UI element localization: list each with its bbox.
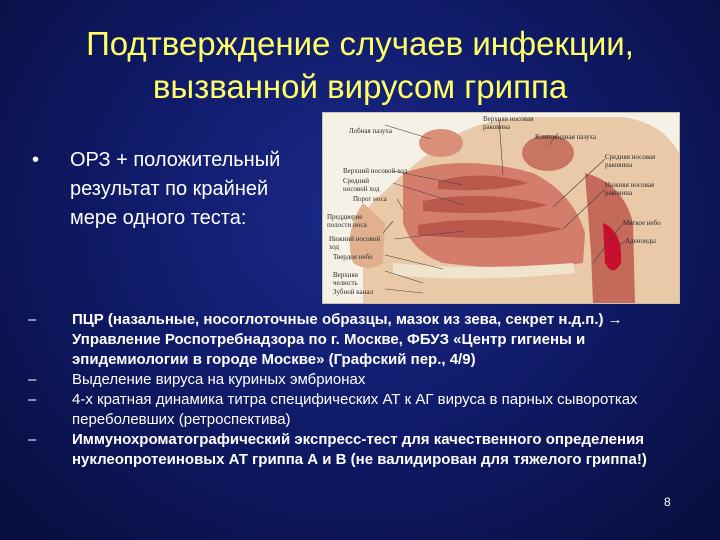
title-line-2: вызванной вирусом гриппа <box>152 68 568 105</box>
sub-bullet-list <box>22 310 692 470</box>
label-sphenoid-sinus: Клиновидная пазуха <box>535 133 597 141</box>
title-line-1: Подтверждение случаев инфекции, <box>86 25 634 62</box>
sub-item-embryo <box>22 370 692 390</box>
sub-item-pcr-text: ПЦР (назальные, носоглоточные образцы, мазок из зева, секрет н.д.п.) → Управление Роспотребнадзора по г. Москве, ФБУЗ «Центр гигиены и эпидемиологии в городе Москве» (Графский пер., 4/9) <box>72 311 623 368</box>
label-tooth-canal: Зубной канал <box>333 288 374 296</box>
slide-title <box>20 22 700 108</box>
label-upper-nasal-shell: Верхняя носовая раковина <box>483 115 534 131</box>
page-number: 8 <box>664 495 671 509</box>
label-upper-passage: Верхний носовой ход <box>343 167 408 175</box>
label-lower-shell: Нижняя носовая раковина <box>605 181 655 197</box>
main-bullet <box>32 146 302 233</box>
sub-item-pcr <box>22 310 692 370</box>
sub-item-titer-text: 4-х кратная динамика титра специфических АТ к АГ вируса в парных сыворотках переболевших (ретроспектива) <box>72 391 638 428</box>
main-bullet-text: ОРЗ + положительный результат по крайней мере одного теста: <box>70 149 281 229</box>
label-lower-passage: Нижний носовой ход <box>329 235 381 251</box>
sub-item-titer <box>22 390 692 430</box>
bullet-dot: • <box>32 149 40 171</box>
dash-marker: – <box>28 311 37 328</box>
nasal-anatomy-drawing <box>323 113 679 303</box>
label-nose-threshold: Порог носа <box>353 195 387 203</box>
label-vestibule: Преддверие полости носа <box>327 213 367 229</box>
label-middle-shell: Средняя носовая раковина <box>605 153 656 169</box>
sub-item-express-test <box>22 430 692 470</box>
label-hard-palate: Твердое небо <box>333 253 373 261</box>
label-middle-passage: Средний носовой ход <box>343 177 380 193</box>
dash-marker: – <box>28 371 37 388</box>
label-upper-jaw: Верхняя челюсть <box>333 271 358 287</box>
label-adenoids: Аденоиды <box>625 237 656 245</box>
nasal-cavity-illustration <box>322 112 680 304</box>
sub-item-express-test-text: Иммунохроматографический экспресс-тест для качественного определения нуклеопротеиновых АТ гриппа А и В (не валидирован для тяжелого гриппа!) <box>72 431 647 468</box>
sub-item-embryo-text: Выделение вируса на куриных эмбрионах <box>72 371 366 388</box>
dash-marker: – <box>28 391 37 408</box>
label-frontal-sinus: Лобная пазуха <box>349 127 392 135</box>
label-soft-palate: Мягкое небо <box>623 219 661 227</box>
dash-marker: – <box>28 431 37 448</box>
